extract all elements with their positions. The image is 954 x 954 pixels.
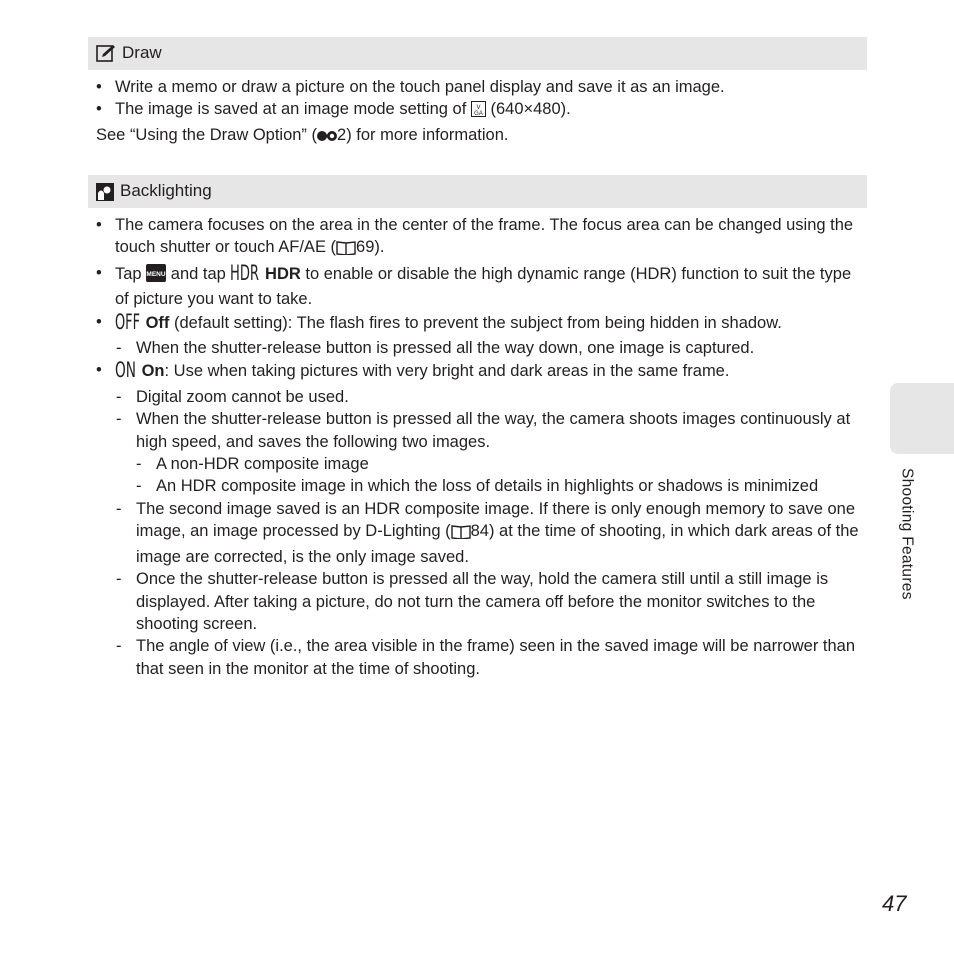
on-subitem-3: The second image saved is an HDR composite image. If there is only enough memory to save one image, an image processed by D-Lighting ( bbox=[136, 499, 856, 541]
backlighting-heading: Backlighting bbox=[120, 181, 212, 201]
off-label: Off bbox=[145, 313, 170, 332]
menu-icon bbox=[146, 264, 166, 288]
svg-text:MENU: MENU bbox=[146, 270, 166, 278]
reference-section-icon bbox=[317, 127, 337, 149]
bullet: • bbox=[96, 100, 102, 119]
list-item bbox=[96, 262, 868, 311]
backlight-bullet-3-text: (default setting): The flash fires to prevent the subject from being hidden in shadow. bbox=[174, 313, 782, 332]
dash: - bbox=[116, 499, 122, 518]
list-item bbox=[96, 408, 868, 453]
hdr-label: HDR bbox=[265, 264, 301, 283]
dash: - bbox=[136, 455, 142, 474]
draw-bullet-1-text: Write a memo or draw a picture on the touch panel display and save it as an image. bbox=[115, 78, 725, 96]
backlight-bullet-2-text-b: and tap bbox=[170, 264, 226, 283]
on-subitem-2-2: An HDR composite image in which the loss of details in highlights or shadows is minimized bbox=[156, 477, 819, 496]
see-also-text-end: 2) for more information. bbox=[337, 125, 509, 144]
chapter-label: Shooting Features bbox=[898, 468, 916, 600]
backlight-bullet-1-text: The camera focuses on the area in the center of the frame. The focus area can be changed using the touch shutter or touch AF/AE ( bbox=[115, 216, 854, 257]
bullet: • bbox=[96, 312, 102, 331]
backlighting-section-header bbox=[88, 175, 867, 208]
svg-text:OFF: OFF bbox=[115, 310, 140, 331]
vga-icon bbox=[471, 101, 486, 123]
list-item bbox=[96, 635, 868, 680]
draw-heading: Draw bbox=[122, 43, 162, 63]
list-item bbox=[96, 214, 868, 262]
backlight-scene-icon bbox=[96, 183, 114, 201]
list-item bbox=[96, 453, 868, 475]
dash: - bbox=[136, 477, 142, 496]
page-number: 47 bbox=[882, 891, 907, 916]
chapter-tab bbox=[890, 383, 954, 454]
pencil-icon bbox=[96, 45, 116, 62]
list-item bbox=[96, 98, 868, 123]
svg-text:V: V bbox=[476, 105, 481, 112]
list-item bbox=[96, 498, 868, 568]
dash: - bbox=[116, 570, 122, 589]
on-subitem-5: The angle of view (i.e., the area visible in the frame) seen in the saved image will be narrower than that seen in the monitor at the time of shooting. bbox=[136, 637, 856, 678]
list-item bbox=[96, 475, 868, 497]
on-subitem-3-end: 84) at the time of shooting, in which dark areas of the image are corrected, is the only image saved. bbox=[136, 522, 859, 566]
svg-text:ON: ON bbox=[115, 359, 136, 380]
backlight-bullet-2-text-c: to enable or disable the high dynamic range (HDR) function to suit the type of picture you want to take. bbox=[115, 264, 852, 309]
draw-body bbox=[96, 76, 868, 149]
list-item bbox=[96, 568, 868, 635]
on-subitem-1: Digital zoom cannot be used. bbox=[136, 387, 349, 406]
on-subitem-4: Once the shutter-release button is pressed all the way, hold the camera still until a still image is displayed. After taking a picture, do not turn the camera off before the monitor switches to the shooting screen. bbox=[136, 570, 829, 633]
svg-text:GA: GA bbox=[474, 111, 483, 118]
dash: - bbox=[116, 410, 122, 429]
bullet: • bbox=[96, 216, 102, 234]
svg-text:HDR: HDR bbox=[230, 261, 260, 282]
draw-bullet-2-text: The image is saved at an image mode setting of bbox=[115, 100, 467, 119]
see-also-text: See “Using the Draw Option” ( bbox=[96, 125, 318, 144]
off-subitem-1: When the shutter-release button is pressed all the way down, one image is captured. bbox=[136, 339, 755, 358]
backlighting-body bbox=[96, 214, 868, 680]
backlight-bullet-4-text: : Use when taking pictures with very bright and dark areas in the same frame. bbox=[164, 362, 730, 381]
dash: - bbox=[116, 387, 122, 406]
bullet: • bbox=[96, 361, 102, 380]
hdr-icon bbox=[230, 262, 260, 288]
list-item bbox=[96, 386, 868, 408]
bullet: • bbox=[96, 78, 102, 96]
list-item bbox=[96, 76, 868, 98]
on-subitem-2-1: A non-HDR composite image bbox=[156, 455, 369, 474]
draw-see-also bbox=[96, 124, 868, 149]
on-icon bbox=[115, 359, 137, 385]
draw-bullet-2-resolution: (640×480). bbox=[490, 100, 571, 119]
backlight-bullet-1-ref: 69). bbox=[356, 238, 385, 257]
on-label: On bbox=[141, 362, 165, 381]
off-icon bbox=[115, 311, 141, 337]
book-reference-icon bbox=[336, 239, 356, 261]
dash: - bbox=[116, 339, 122, 358]
bullet: • bbox=[96, 263, 102, 282]
backlight-bullet-2-text: Tap bbox=[115, 264, 142, 283]
on-subitem-2: When the shutter-release button is pressed all the way, the camera shoots images continuously at high speed, and saves the following two images. bbox=[136, 410, 851, 451]
dash: - bbox=[116, 637, 122, 656]
book-reference-icon bbox=[451, 523, 471, 545]
list-item bbox=[96, 311, 868, 337]
draw-section-header bbox=[88, 37, 867, 70]
list-item bbox=[96, 359, 868, 385]
list-item bbox=[96, 337, 868, 359]
